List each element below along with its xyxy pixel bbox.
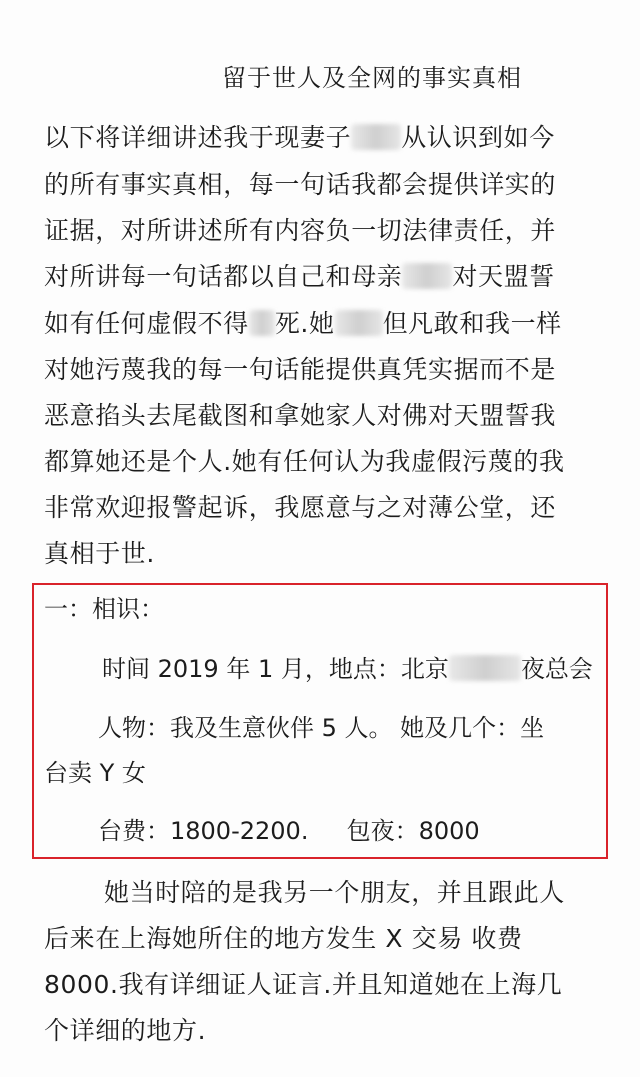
text-line-13: 8000.我有详细证人证言.并且知道她在上海几: [44, 970, 563, 999]
text-line-8: 都算她还是个人.她有任何认为我虚假污蔑的我: [44, 447, 565, 476]
redaction-blur: [402, 263, 452, 289]
text-line-12: 后来在上海她所住的地方发生 X 交易 收费: [44, 924, 523, 953]
text-line-10: 真相于世.: [44, 539, 155, 568]
redaction-blur: [351, 124, 401, 150]
text-line-2: 的所有事实真相，每一句话我都会提供详实的: [44, 170, 557, 199]
text-segment: 死.她: [274, 309, 335, 338]
text-segment: 对天盟誓: [452, 262, 555, 291]
text-line-1: [44, 121, 555, 155]
text-line-4: [44, 260, 555, 294]
redaction-blur: [335, 310, 383, 336]
time-location-line: [102, 653, 593, 685]
text-line-5: [44, 307, 562, 341]
text-segment: 但凡敢和我一样: [382, 309, 562, 338]
redaction-blur: [249, 310, 275, 336]
section-heading: 一：相识：: [44, 595, 164, 623]
text-line-11: 她当时陪的是我另一个朋友，并且跟此人: [104, 878, 565, 907]
document-title: 留于世人及全网的事实真相: [222, 64, 522, 92]
text-segment: 时间 2019 年 1 月，地点：北京: [102, 655, 449, 683]
people-line-continued: 台卖 Y 女: [44, 759, 146, 787]
highlight-box: [32, 583, 608, 859]
text-segment: 从认识到如今: [401, 123, 555, 152]
text-line-6: 对她污蔑我的每一句话能提供真凭实据而不是: [44, 355, 557, 384]
text-line-3: 证据，对所讲述所有内容负一切法律责任，并: [44, 216, 557, 245]
fees-line: 台费：1800-2200. 包夜：8000: [98, 817, 480, 845]
people-line: 人物：我及生意伙伴 5 人。 她及几个：坐: [98, 714, 545, 742]
text-segment: 对所讲每一句话都以自己和母亲: [44, 262, 403, 291]
text-segment: 如有任何虚假不得: [44, 309, 249, 338]
text-segment: 夜总会: [520, 655, 593, 683]
text-line-9: 非常欢迎报警起诉，我愿意与之对薄公堂，还: [44, 493, 557, 522]
redaction-blur: [449, 655, 521, 681]
text-line-14: 个详细的地方.: [44, 1016, 207, 1045]
text-segment: 以下将详细讲述我于现妻子: [44, 123, 352, 152]
text-line-7: 恶意掐头去尾截图和拿她家人对佛对天盟誓我: [44, 401, 557, 430]
